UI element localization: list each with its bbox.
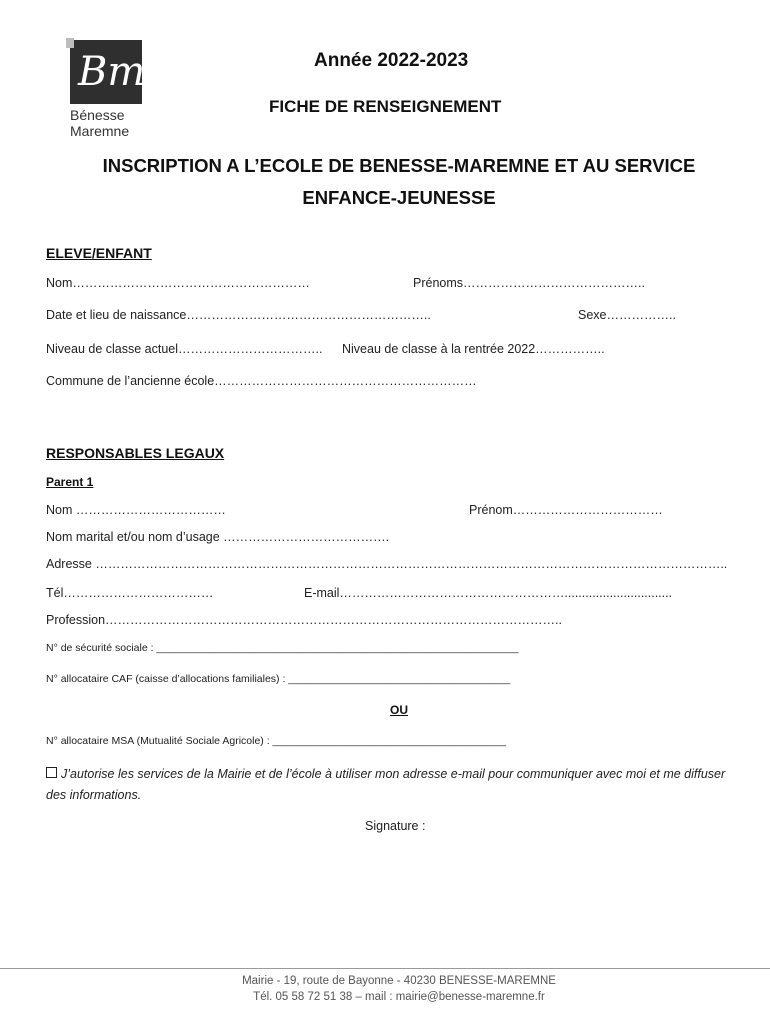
parent1-caf-field[interactable]: N° allocataire CAF (caisse d’allocations familiales) : ______________________________________ [46, 673, 511, 685]
logo-monogram: Bm [78, 49, 146, 95]
school-year: Année 2022-2023 [314, 50, 469, 71]
logo-text-line1: Bénesse [70, 107, 125, 123]
email-consent [46, 764, 746, 806]
parents-section-title: RESPONSABLES LEGAUX [46, 445, 225, 461]
or-separator: OU [390, 703, 408, 717]
municipal-logo [66, 38, 148, 140]
logo-text-line2: Maremne [70, 123, 130, 139]
student-previous-school-field[interactable]: Commune de l’ancienne école……………………………………………………… [46, 374, 477, 388]
parent1-prenom-field[interactable]: Prénom……………………………… [469, 503, 663, 517]
parent1-email-field[interactable]: E-mail………………………………………………............................... [304, 586, 673, 600]
main-title-line2: ENFANCE-JEUNESSE [302, 187, 496, 208]
parent1-social-security-field[interactable]: N° de sécurité sociale : ______________________________________________________________ [46, 642, 519, 654]
parent1-nom-field[interactable]: Nom ……………………………… [46, 503, 226, 517]
form-title: FICHE DE RENSEIGNEMENT [269, 97, 502, 116]
parent1-address-field[interactable]: Adresse …………………………………………………………………………………………………………………………………….. [46, 557, 728, 571]
student-current-level-field[interactable]: Niveau de classe actuel…………………………….. [46, 342, 323, 356]
parent1-married-name-field[interactable]: Nom marital et/ou nom d’usage …………………………………. [46, 530, 390, 544]
parent1-profession-field[interactable]: Profession……………………………………………………………………………………………….. [46, 613, 563, 627]
student-section-title: ELEVE/ENFANT [46, 245, 152, 261]
signature-label: Signature : [365, 819, 426, 833]
consent-checkbox[interactable] [46, 767, 57, 778]
student-prenoms-field[interactable]: Prénoms…………………………………….. [413, 276, 645, 290]
student-sexe-field[interactable]: Sexe…………….. [578, 308, 676, 322]
parent1-msa-field[interactable]: N° allocataire MSA (Mutualité Sociale Agricole) : ________________________________________ [46, 735, 507, 747]
student-nom-field[interactable]: Nom………………………………………………… [46, 276, 310, 290]
consent-text: J’autorise les services de la Mairie et de l’école à utiliser mon adresse e-mail pour communiquer avec moi et me diffuser des informations. [46, 767, 726, 802]
footer-divider [0, 968, 770, 969]
parent1-subtitle: Parent 1 [46, 475, 94, 489]
footer-contact: Tél. 05 58 72 51 38 – mail : mairie@benesse-maremne.fr [253, 991, 545, 1003]
student-next-level-field[interactable]: Niveau de classe à la rentrée 2022…………….. [342, 342, 605, 356]
student-birth-field[interactable]: Date et lieu de naissance………………………………………………….. [46, 308, 431, 322]
logo-mark [70, 40, 146, 104]
footer-address: Mairie - 19, route de Bayonne - 40230 BENESSE-MAREMNE [242, 975, 556, 987]
logo-notch [66, 38, 74, 48]
parent1-phone-field[interactable]: Tél……………………………… [46, 586, 214, 600]
main-title-line1: INSCRIPTION A L’ECOLE DE BENESSE-MAREMNE ET AU SERVICE [102, 155, 696, 176]
